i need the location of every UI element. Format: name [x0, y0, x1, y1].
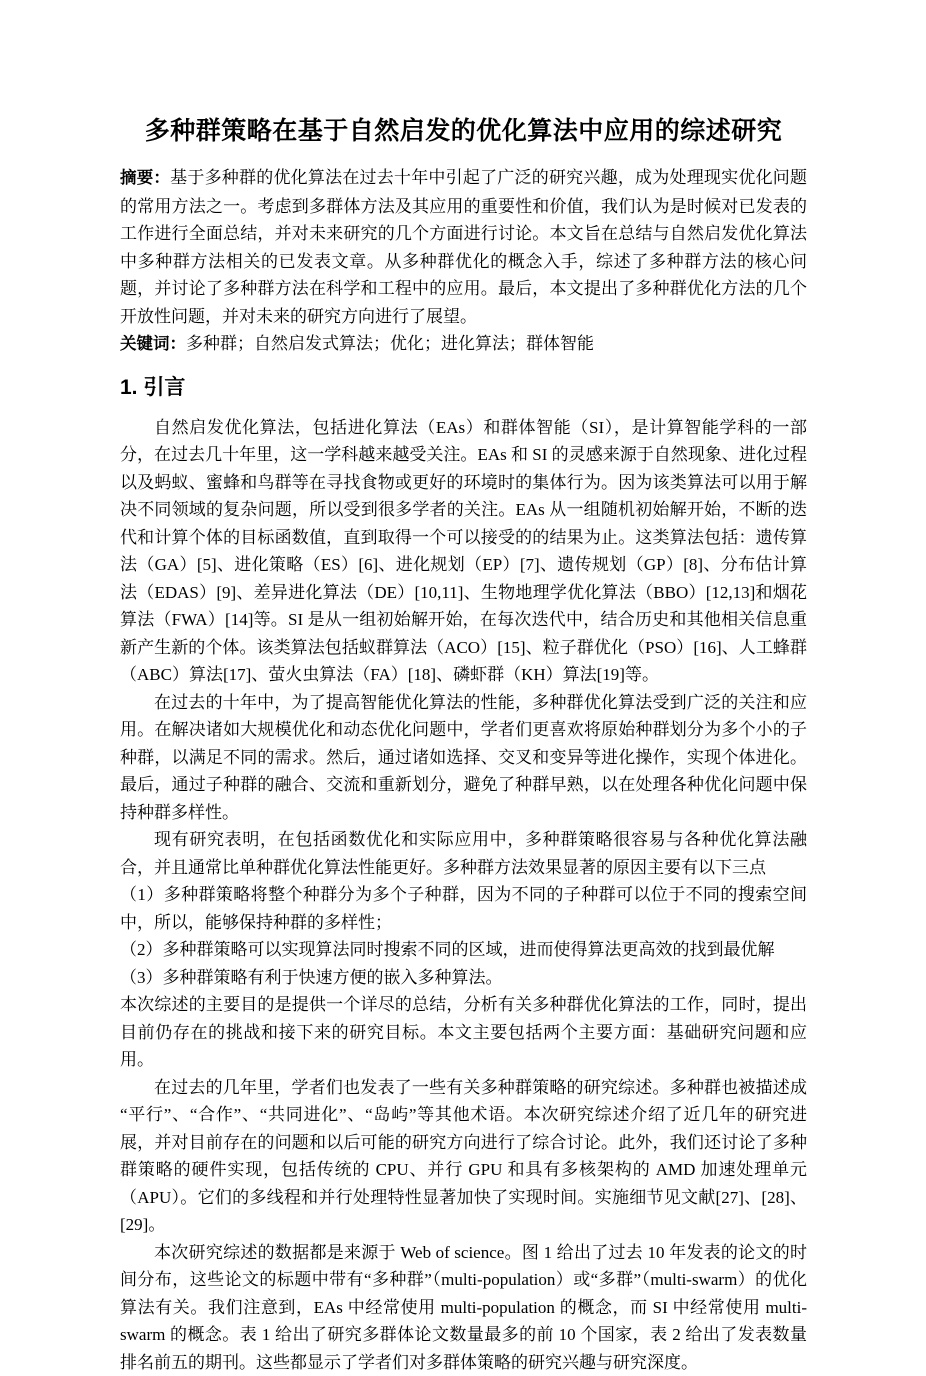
- paper-title: 多种群策略在基于自然启发的优化算法中应用的综述研究: [120, 115, 807, 149]
- intro-paragraph-overview: 自然启发优化算法，包括进化算法（EAs）和群体智能（SI），是计算智能学科的一部分，在过去几十年里，这一学科越来越受关注。EAs 和 SI 的灵感来源于自然现象、进化过程以及蚂蚁、蜜蜂和鸟群等在寻找食物或更好的环境时的集体行为。因为该类算法可以用于解决不同领域的复杂问题，所以受到很多学者的关注。EAs 从一组随机初始解开始，不断的迭代和计算个体的目标函数值，直到取得一个可以接受的的结果为止。这类算法包括：遗传算法（GA）[5]、进化策略（ES）[6]、进化规划（EP）[7]、遗传规划（GP）[8]、分布估计算法（EDAS）[9]、差异进化算法（DE）[10,11]、生物地理学优化算法（BBO）[12,13]和烟花算法（FWA）[14]等。SI 是从一组初始解开始，在每次迭代中，结合历史和其他相关信息重新产生新的个体。该类算法包括蚁群算法（ACO）[15]、粒子群优化（PSO）[16]、人工蜂群（ABC）算法[17]、萤火虫算法（FA）[18]、磷虾群（KH）算法[19]等。: [120, 414, 807, 689]
- keywords-label: 关键词：: [120, 335, 186, 353]
- intro-paragraph-reasons-lead: 现有研究表明，在包括函数优化和实际应用中，多种群策略很容易与各种优化算法融合，并且通常比单种群优化算法性能更好。多种群方法效果显著的原因主要有以下三点: [120, 826, 807, 881]
- intro-paragraph-data-source: 本次研究综述的数据都是来源于 Web of science。图 1 给出了过去 10 年发表的论文的时间分布，这些论文的标题中带有“多种群”（multi-population）或“多群”（multi-swarm）的优化算法有关。我们注意到，EAs 中经常使用 multi-population 的概念，而 SI 中经常使用 multi-swarm 的概念。表 1 给出了研究多群体论文数量最多的前 10 个国家，表 2 给出了发表数量排名前五的期刊。这些都显示了学者们对多群体策略的研究兴趣与研究深度。: [120, 1239, 807, 1376]
- reason-list-item-2: （2）多种群策略可以实现算法同时搜索不同的区域，进而使得算法更高效的找到最优解: [120, 936, 807, 964]
- intro-paragraph-related-work: 在过去的几年里，学者们也发表了一些有关多种群策略的研究综述。多种群也被描述成“平行”、“合作”、“共同进化”、“岛屿”等其他术语。本次研究综述介绍了近几年的研究进展，并对目前存在的问题和以后可能的研究方向进行了综合讨论。此外，我们还讨论了多种群策略的硬件实现，包括传统的 CPU、并行 GPU 和具有多核架构的 AMD 加速处理单元（APU）。它们的多线程和并行处理特性显著加快了实现时间。实施细节见文献[27]、[28]、[29]。: [120, 1074, 807, 1239]
- intro-paragraph-decade: 在过去的十年中，为了提高智能优化算法的性能，多种群优化算法受到广泛的关注和应用。在解决诸如大规模优化和动态优化问题中，学者们更喜欢将原始种群划分为多个小的子种群，以满足不同的需求。然后，通过诸如选择、交叉和变异等进化操作，实现个体进化。最后，通过子种群的融合、交流和重新划分，避免了种群早熟，以在处理各种优化问题中保持种群多样性。: [120, 689, 807, 827]
- keywords-text: 多种群；自然启发式算法；优化；进化算法；群体智能: [186, 334, 594, 353]
- section-1-heading: 1. 引言: [120, 373, 807, 403]
- abstract-text: 基于多种群的优化算法在过去十年中引起了广泛的研究兴趣，成为处理现实优化问题的常用方法之一。考虑到多群体方法及其应用的重要性和价值，我们认为是时候对已发表的工作进行全面总结，并对未来研究的几个方面进行讨论。本文旨在总结与自然启发优化算法中多种群方法相关的已发表文章。从多种群优化的概念入手，综述了多种群方法的核心问题，并讨论了多种群方法在科学和工程中的应用。最后，本文提出了多种群优化方法的几个开放性问题，并对未来的研究方向进行了展望。: [120, 168, 807, 326]
- paper-page-content: [120, 115, 807, 1376]
- reason-list-item-1: （1）多种群策略将整个种群分为多个子种群，因为不同的子种群可以位于不同的搜索空间中，所以，能够保持种群的多样性；: [120, 881, 807, 936]
- abstract-label: 摘要：: [120, 169, 170, 187]
- abstract-paragraph: [120, 164, 807, 330]
- reason-list-item-3: （3）多种群策略有利于快速方便的嵌入多种算法。: [120, 964, 807, 992]
- keywords-line: [120, 330, 807, 359]
- intro-paragraph-purpose: 本次综述的主要目的是提供一个详尽的总结，分析有关多种群优化算法的工作，同时，提出目前仍存在的挑战和接下来的研究目标。本文主要包括两个主要方面：基础研究问题和应用。: [120, 991, 807, 1074]
